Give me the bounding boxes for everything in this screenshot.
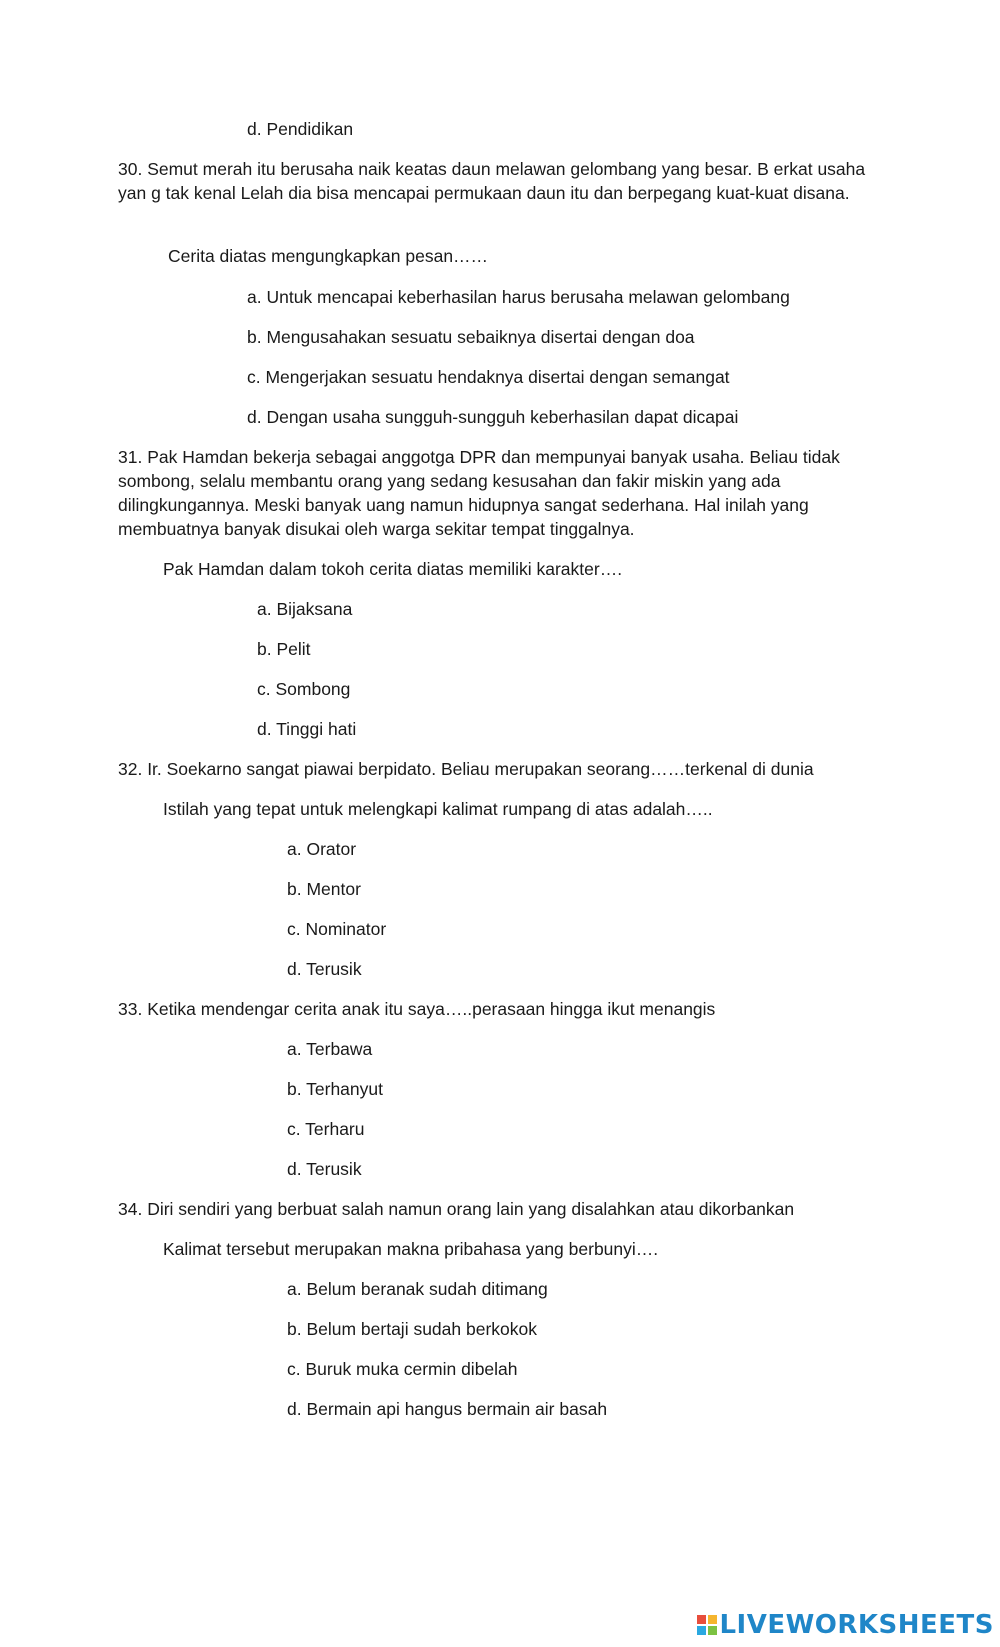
question-33-option-c[interactable]: c. Terharu bbox=[287, 1119, 365, 1139]
question-31-option-d[interactable]: d. Tinggi hati bbox=[257, 719, 357, 739]
logo-wordmark: LIVEWORKSHEETS bbox=[719, 1610, 994, 1640]
question-32-option-d[interactable]: d. Terusik bbox=[287, 959, 362, 979]
question-30-option-b[interactable]: b. Mengusahakan sesuatu sebaiknya disertai dengan doa bbox=[247, 327, 695, 347]
question-30-prompt: Cerita diatas mengungkapkan pesan…… bbox=[168, 246, 489, 266]
question-32-option-a[interactable]: a. Orator bbox=[287, 839, 357, 859]
question-31-option-b[interactable]: b. Pelit bbox=[257, 639, 311, 659]
logo-mark-icon bbox=[697, 1615, 717, 1635]
logo-square-l bbox=[697, 1615, 706, 1624]
question-31-option-a[interactable]: a. Bijaksana bbox=[257, 599, 353, 619]
question-30-option-d[interactable]: d. Dengan usaha sungguh-sungguh keberhasilan dapat dicapai bbox=[247, 407, 739, 427]
question-33-stem: 33. Ketika mendengar cerita anak itu saya…..perasaan hingga ikut menangis bbox=[118, 999, 716, 1019]
logo-square-i bbox=[708, 1615, 717, 1624]
question-32-prompt: Istilah yang tepat untuk melengkapi kalimat rumpang di atas adalah….. bbox=[163, 799, 713, 819]
question-31-option-c[interactable]: c. Sombong bbox=[257, 679, 351, 699]
question-34-option-c[interactable]: c. Buruk muka cermin dibelah bbox=[287, 1359, 518, 1379]
question-32-option-b[interactable]: b. Mentor bbox=[287, 879, 361, 899]
question-31-prompt: Pak Hamdan dalam tokoh cerita diatas memiliki karakter…. bbox=[163, 559, 623, 579]
question-30-stem: 30. Semut merah itu berusaha naik keatas daun melawan gelombang yang besar. B erkat usaha yan g tak kenal Lelah dia bisa mencapai permukaan daun itu dan berpegang kuat-kuat disana. bbox=[118, 159, 866, 203]
question-33-option-d[interactable]: d. Terusik bbox=[287, 1159, 362, 1179]
q29-option-d: d. Pendidikan bbox=[247, 119, 354, 139]
question-34-option-b[interactable]: b. Belum bertaji sudah berkokok bbox=[287, 1319, 537, 1339]
question-30-option-c[interactable]: c. Mengerjakan sesuatu hendaknya disertai dengan semangat bbox=[247, 367, 730, 387]
question-30-option-a[interactable]: a. Untuk mencapai keberhasilan harus berusaha melawan gelombang bbox=[247, 287, 790, 307]
question-34-option-a[interactable]: a. Belum beranak sudah ditimang bbox=[287, 1279, 548, 1299]
question-31-stem: 31. Pak Hamdan bekerja sebagai anggotga DPR dan mempunyai banyak usaha. Beliau tidak sombong, selalu membantu orang yang sedang kesusahan dan fakir miskin yang ada dilingkungannya. Meski banyak uang namun hidupnya sangat sederhana. Hal inilah yang membuatnya banyak disukai oleh warga sekitar tempat tinggalnya. bbox=[118, 447, 840, 539]
question-34-stem: 34. Diri sendiri yang berbuat salah namun orang lain yang disalahkan atau dikorbankan bbox=[118, 1199, 795, 1219]
liveworksheets-logo bbox=[697, 1610, 994, 1640]
logo-square-v bbox=[697, 1626, 706, 1635]
question-34-prompt: Kalimat tersebut merupakan makna pribahasa yang berbunyi…. bbox=[163, 1239, 659, 1259]
question-32-stem: 32. Ir. Soekarno sangat piawai berpidato. Beliau merupakan seorang……terkenal di dunia bbox=[118, 759, 814, 779]
question-33-option-b[interactable]: b. Terhanyut bbox=[287, 1079, 383, 1099]
logo-square-e bbox=[708, 1626, 717, 1635]
question-32-option-c[interactable]: c. Nominator bbox=[287, 919, 387, 939]
question-34-option-d[interactable]: d. Bermain api hangus bermain air basah bbox=[287, 1399, 608, 1419]
question-33-option-a[interactable]: a. Terbawa bbox=[287, 1039, 373, 1059]
